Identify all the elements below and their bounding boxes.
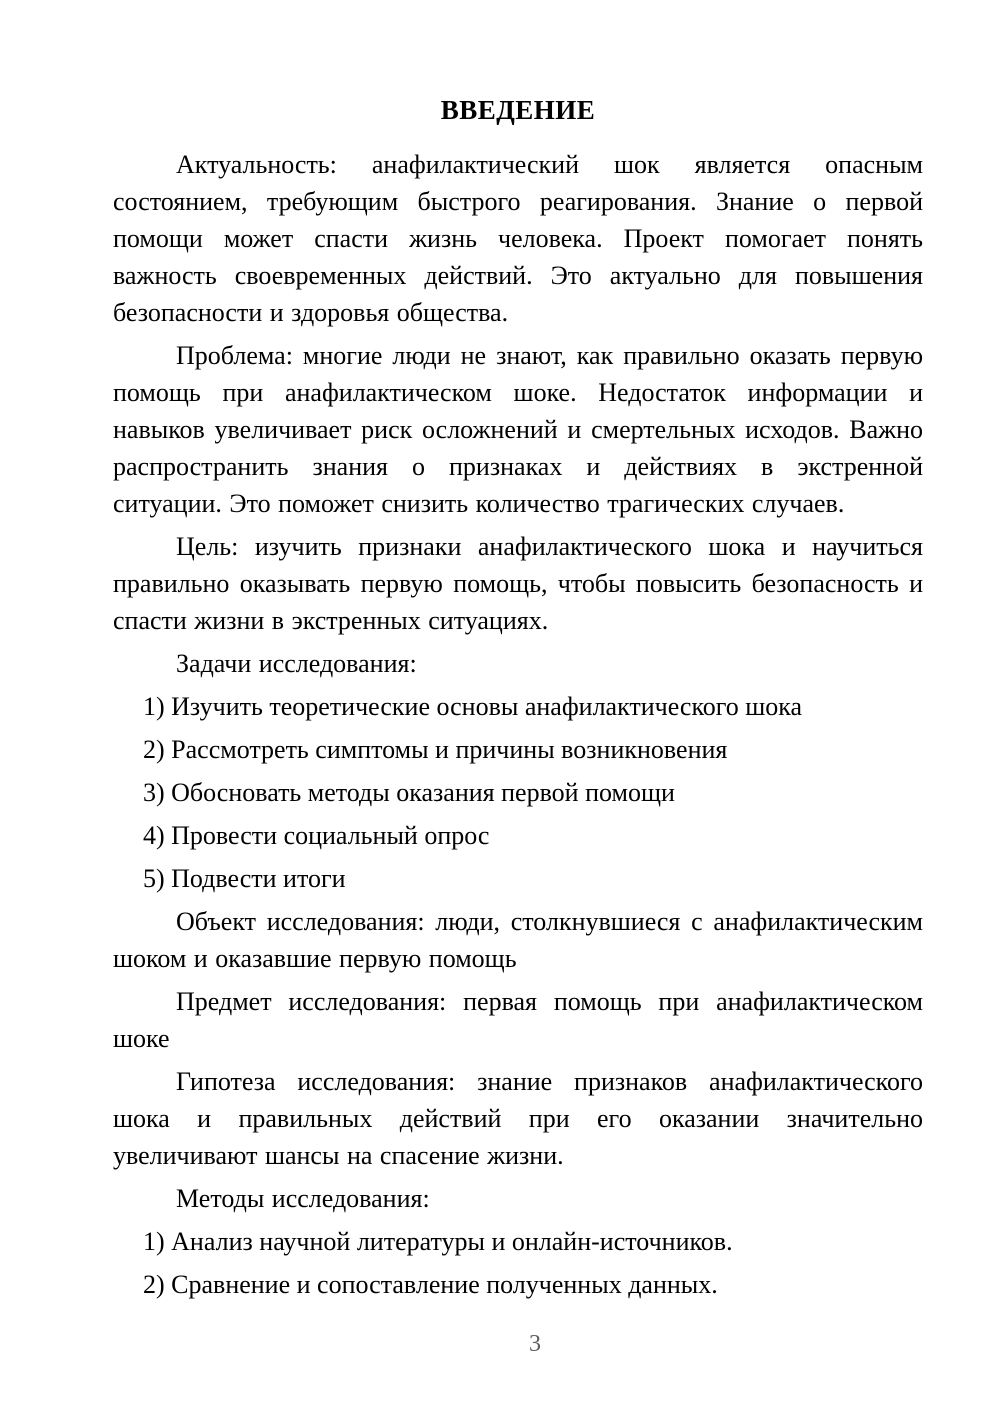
paragraph-object: Объект исследования: люди, столкнувшиеся с анафилактическим шоком и оказавшие первую помощь — [113, 907, 923, 973]
method-item-2: 2) Сравнение и сопоставление полученных данных. — [143, 1270, 718, 1299]
paragraph-relevance: Актуальность: анафилактический шок является опасным состоянием, требующим быстрого реагирования. Знание о первой помощи может спасти жизнь человека. Проект помогает понять важность своевременных действий. Это актуально для повышения безопасности и здоровья общества. — [113, 150, 923, 327]
paragraph-hypothesis: Гипотеза исследования: знание признаков анафилактического шока и правильных действий при его оказании значительно увеличивают шансы на спасение жизни. — [113, 1067, 923, 1170]
task-item-2: 2) Рассмотреть симптомы и причины возникновения — [143, 735, 728, 764]
paragraph-goal: Цель: изучить признаки анафилактического шока и научиться правильно оказывать первую помощь, чтобы повысить безопасность и спасти жизни в экстренных ситуациях. — [113, 532, 923, 635]
page-number: 3 — [529, 1331, 541, 1357]
methods-heading: Методы исследования: — [176, 1184, 430, 1213]
paragraph-problem: Проблема: многие люди не знают, как правильно оказать первую помощь при анафилактическом шоке. Недостаток информации и навыков увеличивает риск осложнений и смертельных исходов. Важно распространить знания о признаках и действиях в экстренной ситуации. Это поможет снизить количество трагических случаев. — [113, 341, 923, 518]
task-item-4: 4) Провести социальный опрос — [143, 821, 490, 850]
paragraph-subject: Предмет исследования: первая помощь при анафилактическом шоке — [113, 987, 923, 1053]
method-item-1: 1) Анализ научной литературы и онлайн-источников. — [143, 1227, 733, 1256]
task-item-5: 5) Подвести итоги — [143, 864, 346, 893]
task-item-1: 1) Изучить теоретические основы анафилактического шока — [143, 692, 803, 721]
task-item-3: 3) Обосновать методы оказания первой помощи — [143, 778, 675, 807]
tasks-heading: Задачи исследования: — [176, 649, 417, 678]
section-title: ВВЕДЕНИЕ — [440, 95, 596, 125]
